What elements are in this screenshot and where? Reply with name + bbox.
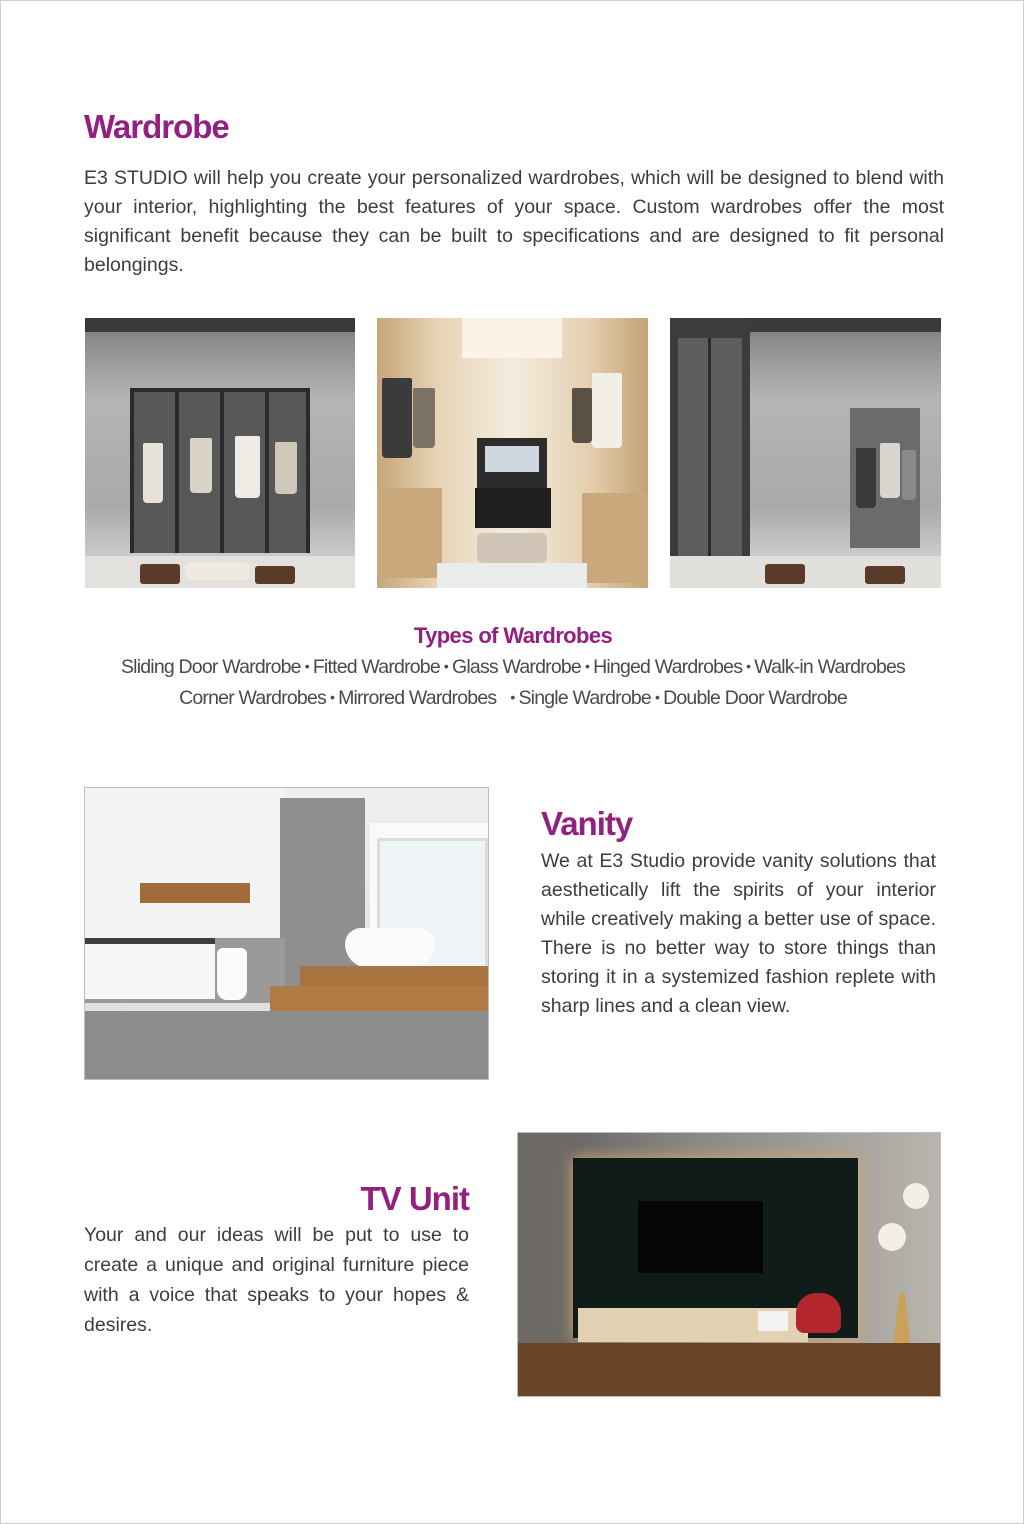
types-list-row-2 bbox=[1, 687, 1024, 710]
bullet: • bbox=[746, 658, 751, 674]
wardrobe-photo-walkin bbox=[377, 318, 648, 588]
bullet: • bbox=[329, 689, 335, 705]
wardrobe-description: E3 STUDIO will help you create your personalized wardrobes, which will be designed to blend with your interior, highlighting the best features of your space. Custom wardrobes offer the most significant benefit because they can be built to specifications and are designed to fit personal belongings. bbox=[84, 167, 944, 276]
wardrobe-photo-corner bbox=[670, 318, 941, 588]
wardrobe-heading: Wardrobe bbox=[84, 108, 229, 145]
types-list-row-1 bbox=[1, 656, 1024, 679]
type-item: Glass Wardrobe bbox=[452, 656, 581, 678]
vanity-description: We at E3 Studio provide vanity solutions that aesthetically lift the spirits of your interior while creatively making a better use of space. There is no better way to store things than storing it in a systemized fashion replete with sharp lines and a clean view. bbox=[541, 850, 936, 1017]
type-item: Sliding Door Wardrobe bbox=[120, 656, 301, 678]
tv-unit-photo bbox=[517, 1132, 941, 1397]
bullet: • bbox=[584, 658, 590, 674]
type-item: Corner Wardrobes bbox=[179, 687, 326, 709]
type-item: Fitted Wardrobe bbox=[312, 656, 440, 678]
tv-unit-heading: TV Unit bbox=[360, 1180, 469, 1217]
bullet: • bbox=[654, 689, 660, 705]
bullet: • bbox=[443, 658, 449, 674]
types-heading: Types of Wardrobes bbox=[413, 623, 613, 648]
type-item: Walk-in Wardrobes bbox=[754, 656, 906, 678]
type-item: Single Wardrobe bbox=[518, 687, 651, 709]
tv-unit-description: Your and our ideas will be put to use to create a unique and original furniture piece with a voice that speaks to your hopes & desires. bbox=[84, 1224, 469, 1336]
vanity-heading: Vanity bbox=[541, 805, 633, 842]
bullet: • bbox=[510, 689, 515, 705]
type-item: Mirrored Wardrobes bbox=[338, 687, 497, 709]
vanity-photo bbox=[84, 787, 489, 1080]
wardrobe-photo-glass bbox=[85, 318, 355, 588]
type-item: Hinged Wardrobes bbox=[593, 656, 743, 678]
type-item: Double Door Wardrobe bbox=[663, 687, 847, 709]
bullet: • bbox=[304, 658, 309, 674]
